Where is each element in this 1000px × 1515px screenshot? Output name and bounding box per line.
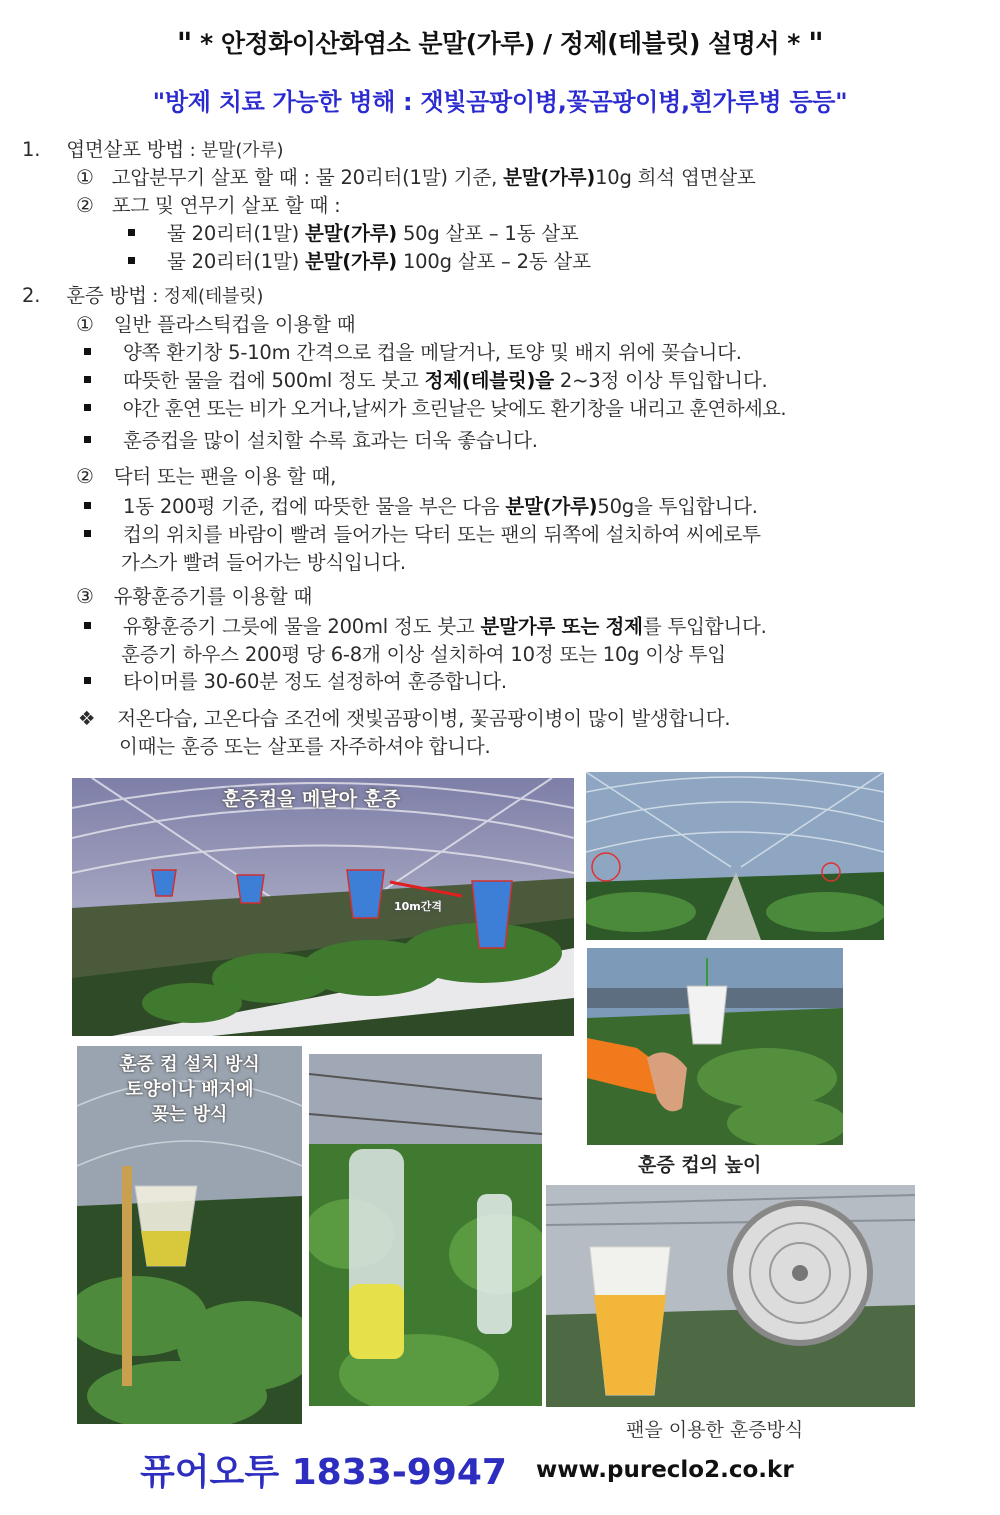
photo-cup-on-stake — [77, 1046, 302, 1424]
bullet-text: 물 20리터(1말) — [167, 222, 305, 245]
section1-item1-bold: 분말(가루) — [503, 166, 596, 189]
section1-title: 엽면살포 방법 — [66, 138, 185, 161]
diamond-icon: ❖ — [78, 707, 96, 730]
section1-item1-text: 고압분무기 살포 할 때 : 물 20리터(1말) 기준, — [111, 166, 504, 189]
bullet-post: 50g 살포 – 1동 살포 — [396, 222, 579, 245]
title-quote-close: " — [808, 27, 824, 62]
sub2-bullet-1 — [84, 491, 758, 519]
bullet-bold: 분말(가루) — [505, 495, 598, 518]
bullet-text: 야간 훈연 또는 비가 오거나,날씨가 흐린날은 낮에도 환기창을 내리고 훈연하세요. — [122, 397, 787, 420]
bullet-icon — [84, 530, 91, 537]
marker-3: ③ — [76, 584, 94, 608]
photo1-distance: 10m간격 — [394, 900, 443, 913]
bullet-bold: 분말(가루) — [304, 250, 397, 273]
bullet-bold: 정제(테블릿)을 — [424, 369, 554, 392]
sub3-bullet-2 — [84, 666, 507, 694]
section1-item2 — [76, 190, 340, 218]
section1-heading — [22, 134, 283, 162]
title-text: * 안정화이산화염소 분말(가루) / 정제(테블릿) 설명서 * — [200, 29, 800, 58]
bullet-post: 를 투입합니다. — [642, 615, 767, 638]
footer-brand: 퓨어오투 1833-9947 — [140, 1452, 507, 1493]
photo-greenhouse-wide — [586, 772, 884, 940]
section1-item1 — [76, 162, 756, 190]
page-title — [0, 24, 1000, 62]
bullet-text: 물 20리터(1말) — [167, 250, 305, 273]
section1-number: 1. — [22, 138, 41, 161]
bullet-text: 1동 200평 기준, 컵에 따뜻한 물을 부은 다음 — [123, 495, 506, 518]
caption-cup-height: 훈증 컵의 높이 — [638, 1154, 762, 1176]
bullet-text: 컵의 위치를 바람이 빨려 들어가는 닥터 또는 팬의 뒤쪽에 설치하여 씨에로투 — [123, 523, 761, 546]
photo-hanging-bottles — [309, 1054, 542, 1406]
sub3-title — [76, 581, 312, 609]
note-line-1 — [78, 703, 730, 731]
photo4-line-1: 훈증 컵 설치 방식 — [119, 1054, 260, 1075]
sub2-title — [76, 461, 336, 489]
caption-fan-method: 팬을 이용한 훈증방식 — [626, 1419, 804, 1441]
photo-hand-cup — [587, 948, 843, 1145]
section1-item1-post: 10g 희석 엽면살포 — [595, 166, 756, 189]
page-subtitle: "방제 치료 가능한 병해 : 잿빛곰팡이병,꽃곰팡이병,흰가루병 등등" — [152, 88, 848, 116]
photo-hanging-cups — [72, 778, 574, 1036]
bullet-text: 따뜻한 물을 컵에 500ml 정도 붓고 — [123, 369, 425, 392]
marker-1: ① — [76, 165, 94, 189]
bullet-text: 훈증컵을 많이 설치할 수록 효과는 더욱 좋습니다. — [123, 429, 538, 452]
section1-bullet-1 — [128, 218, 579, 246]
sub1-bullet-4 — [84, 425, 538, 453]
sub1-bullet-1 — [84, 337, 742, 365]
bullet-icon — [84, 502, 91, 509]
bullet-text: 타이머를 30-60분 정도 설정하여 훈증합니다. — [123, 670, 507, 693]
sub2-bullet-2 — [84, 519, 761, 547]
photo4-overlay — [77, 1052, 302, 1127]
bullet-post: 100g 살포 – 2동 살포 — [396, 250, 591, 273]
bullet-text: 양쪽 환기창 5-10m 간격으로 컵을 메달거나, 토양 및 배지 위에 꽂습니다. — [123, 341, 742, 364]
sub1-bullet-3 — [84, 393, 786, 421]
footer-url[interactable]: www.pureclo2.co.kr — [536, 1457, 794, 1483]
section1-title-sub: : 분말(가루) — [184, 140, 284, 161]
photo-fan-cup — [546, 1185, 915, 1407]
sub2-title-text: 닥터 또는 팬을 이용 할 때, — [113, 465, 337, 488]
marker-2: ② — [76, 464, 94, 488]
photo4-line-3: 꽂는 방식 — [151, 1104, 228, 1125]
bullet-icon — [128, 257, 135, 264]
sub1-title — [76, 309, 355, 337]
section2-heading — [22, 280, 263, 308]
marker-2: ② — [76, 193, 94, 217]
bullet-post: 2~3정 이상 투입합니다. — [553, 369, 768, 392]
sub1-title-text: 일반 플라스틱컵을 이용할 때 — [113, 313, 356, 336]
sub2-bullet-2-cont: 가스가 빨려 들어가는 방식입니다. — [121, 551, 406, 574]
bullet-icon — [84, 376, 91, 383]
marker-1: ① — [76, 312, 94, 336]
bullet-bold: 분말가루 또는 정제 — [480, 615, 643, 638]
bullet-bold: 분말(가루) — [304, 222, 397, 245]
sub3-bullet-1 — [84, 611, 767, 639]
photo1-caption: 훈증컵을 메달아 훈증 — [222, 788, 401, 810]
bullet-icon — [128, 229, 135, 236]
title-quote-open: " — [176, 27, 192, 62]
bullet-icon — [84, 677, 91, 684]
sub3-title-text: 유황훈증기를 이용할 때 — [113, 585, 313, 608]
bullet-icon — [84, 404, 91, 411]
section2-title-sub: : 정제(테블릿) — [146, 286, 264, 307]
photo4-line-2: 토양이나 배지에 — [125, 1079, 254, 1100]
sub1-bullet-2 — [84, 365, 768, 393]
note-text: 저온다습, 고온다습 조건에 잿빛곰팡이병, 꽃곰팡이병이 많이 발생합니다. — [117, 707, 731, 730]
bullet-text: 유황훈증기 그릇에 물을 200ml 정도 붓고 — [123, 615, 481, 638]
bullet-icon — [84, 436, 91, 443]
bullet-post: 50g을 투입합니다. — [597, 495, 758, 518]
note-line-2: 이때는 훈증 또는 살포를 자주하셔야 합니다. — [119, 735, 491, 758]
section2-title: 훈증 방법 — [66, 284, 147, 307]
bullet-icon — [84, 622, 91, 629]
sub3-bullet-1-cont: 훈증기 하우스 200평 당 6-8개 이상 설치하여 10정 또는 10g 이상 투입 — [121, 643, 726, 666]
section1-item2-text: 포그 및 연무기 살포 할 때 : — [111, 194, 341, 217]
section2-number: 2. — [22, 284, 41, 307]
bullet-icon — [84, 348, 91, 355]
section1-bullet-2 — [128, 246, 591, 274]
